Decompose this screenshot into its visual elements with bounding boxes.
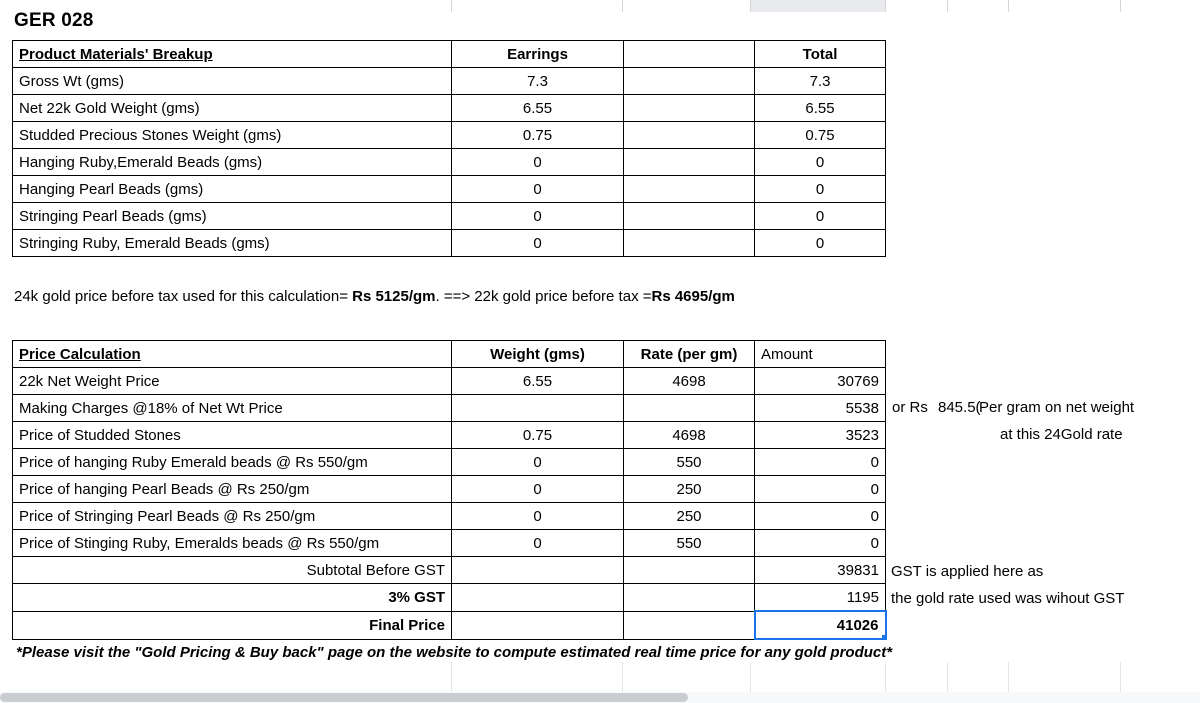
product-materials-table	[12, 40, 886, 257]
price-row-amount[interactable]: 0	[755, 530, 886, 557]
material-label[interactable]: Hanging Pearl Beads (gms)	[13, 176, 452, 203]
table-row	[13, 68, 886, 95]
material-total-value[interactable]: 7.3	[755, 68, 886, 95]
table-row	[13, 122, 886, 149]
per-gram-note: Per gram on net weight	[979, 399, 1135, 416]
column-separator	[622, 0, 623, 12]
price-row-weight[interactable]	[452, 395, 624, 422]
column-header-highlight	[750, 0, 885, 12]
table-row	[13, 149, 886, 176]
material-blank-value[interactable]	[624, 122, 755, 149]
material-total-value[interactable]: 0	[755, 149, 886, 176]
price-row-label[interactable]: Price of Studded Stones	[13, 422, 452, 449]
column-separator	[947, 0, 948, 12]
price-row-weight[interactable]: 0.75	[452, 422, 624, 449]
material-label[interactable]: Stringing Ruby, Emerald Beads (gms)	[13, 230, 452, 257]
gold-rate-note	[14, 288, 735, 305]
price-row-rate[interactable]: 250	[624, 476, 755, 503]
price-row-rate[interactable]: 4698	[624, 422, 755, 449]
gold-rate-24k: Rs 5125/gm	[352, 288, 436, 305]
material-label[interactable]: Gross Wt (gms)	[13, 68, 452, 95]
material-earrings-value[interactable]: 0	[452, 203, 624, 230]
material-total-value[interactable]: 0	[755, 176, 886, 203]
price-row-amount[interactable]: 5538	[755, 395, 886, 422]
column-separator	[1008, 0, 1009, 12]
subtotal-weight[interactable]	[452, 557, 624, 584]
gst-weight[interactable]	[452, 584, 624, 612]
material-total-value[interactable]: 6.55	[755, 95, 886, 122]
material-blank-value[interactable]	[624, 230, 755, 257]
material-blank-value[interactable]	[624, 68, 755, 95]
table-row	[13, 476, 886, 503]
subtotal-amount[interactable]: 39831	[755, 557, 886, 584]
table-row	[13, 422, 886, 449]
price-row-rate[interactable]: 550	[624, 449, 755, 476]
gst-rate[interactable]	[624, 584, 755, 612]
horizontal-scrollbar-track[interactable]	[0, 692, 1200, 703]
price-header-weight[interactable]: Weight (gms)	[452, 341, 624, 368]
price-row-weight[interactable]: 6.55	[452, 368, 624, 395]
table-header-row	[13, 341, 886, 368]
gst-amount[interactable]: 1195	[755, 584, 886, 612]
material-blank-value[interactable]	[624, 95, 755, 122]
table-row	[13, 95, 886, 122]
material-blank-value[interactable]	[624, 203, 755, 230]
subtotal-rate[interactable]	[624, 557, 755, 584]
final-price-label[interactable]: Final Price	[13, 611, 452, 639]
gst-row	[13, 584, 886, 612]
material-total-value[interactable]: 0.75	[755, 122, 886, 149]
price-header-label[interactable]: Price Calculation	[13, 341, 452, 368]
material-total-value[interactable]: 0	[755, 230, 886, 257]
table-row	[13, 395, 886, 422]
price-row-rate[interactable]: 550	[624, 530, 755, 557]
price-row-amount[interactable]: 0	[755, 503, 886, 530]
subtotal-label[interactable]: Subtotal Before GST	[13, 557, 452, 584]
price-row-rate[interactable]: 250	[624, 503, 755, 530]
materials-header-blank[interactable]	[624, 41, 755, 68]
price-row-rate[interactable]: 4698	[624, 368, 755, 395]
table-row	[13, 230, 886, 257]
material-blank-value[interactable]	[624, 149, 755, 176]
final-price-amount-selected-cell[interactable]: 41026	[755, 611, 886, 639]
price-row-label[interactable]: Price of hanging Pearl Beads @ Rs 250/gm	[13, 476, 452, 503]
material-label[interactable]: Hanging Ruby,Emerald Beads (gms)	[13, 149, 452, 176]
price-row-rate[interactable]	[624, 395, 755, 422]
price-row-amount[interactable]: 3523	[755, 422, 886, 449]
table-row	[13, 503, 886, 530]
gst-note-line-2: the gold rate used was wihout GST	[891, 590, 1125, 607]
horizontal-scrollbar-thumb[interactable]	[0, 693, 688, 702]
price-row-amount[interactable]: 0	[755, 449, 886, 476]
price-calculation-table	[12, 340, 887, 640]
price-header-rate[interactable]: Rate (per gm)	[624, 341, 755, 368]
price-row-label[interactable]: Price of Stringing Pearl Beads @ Rs 250/gm	[13, 503, 452, 530]
price-row-weight[interactable]: 0	[452, 530, 624, 557]
price-header-amount[interactable]: Amount	[755, 341, 886, 368]
making-charge-per-gram-value: 845.5(	[938, 399, 981, 416]
table-row	[13, 176, 886, 203]
gold-rate-note-part2: . ==> 22k gold price before tax =	[435, 288, 652, 305]
table-row	[13, 449, 886, 476]
material-earrings-value[interactable]: 0.75	[452, 122, 624, 149]
page-title: GER 028	[14, 10, 94, 31]
price-row-amount[interactable]: 0	[755, 476, 886, 503]
footnote-text: *Please visit the "Gold Pricing & Buy back" page on the website to compute estimated real time price for any gold product*	[16, 644, 893, 661]
price-row-label[interactable]: Making Charges @18% of Net Wt Price	[13, 395, 452, 422]
gst-note-line-1: GST is applied here as	[891, 563, 1044, 580]
price-row-label[interactable]: Price of Stinging Ruby, Emeralds beads @ Rs 550/gm	[13, 530, 452, 557]
material-label[interactable]: Studded Precious Stones Weight (gms)	[13, 122, 452, 149]
table-header-row	[13, 41, 886, 68]
material-total-value[interactable]: 0	[755, 203, 886, 230]
material-earrings-value[interactable]: 7.3	[452, 68, 624, 95]
final-price-weight[interactable]	[452, 611, 624, 639]
material-blank-value[interactable]	[624, 176, 755, 203]
final-price-row	[13, 611, 886, 639]
material-label[interactable]: Net 22k Gold Weight (gms)	[13, 95, 452, 122]
materials-header-total[interactable]: Total	[755, 41, 886, 68]
column-separator	[750, 0, 751, 12]
subtotal-row	[13, 557, 886, 584]
material-earrings-value[interactable]: 6.55	[452, 95, 624, 122]
gst-label[interactable]: 3% GST	[13, 584, 452, 612]
price-row-weight[interactable]: 0	[452, 449, 624, 476]
price-row-weight[interactable]: 0	[452, 503, 624, 530]
gold-rate-note-part1: 24k gold price before tax used for this calculation=	[14, 288, 353, 305]
at-gold-rate-note: at this 24Gold rate	[1000, 426, 1123, 443]
material-earrings-value[interactable]: 0	[452, 149, 624, 176]
column-separator	[451, 0, 452, 12]
table-row	[13, 203, 886, 230]
column-separator	[885, 0, 886, 12]
material-label[interactable]: Stringing Pearl Beads (gms)	[13, 203, 452, 230]
table-row	[13, 530, 886, 557]
materials-header-earrings[interactable]: Earrings	[452, 41, 624, 68]
column-separator	[1120, 0, 1121, 12]
price-row-label[interactable]: Price of hanging Ruby Emerald beads @ Rs 550/gm	[13, 449, 452, 476]
final-price-rate[interactable]	[624, 611, 755, 639]
table-row	[13, 368, 886, 395]
material-earrings-value[interactable]: 0	[452, 230, 624, 257]
price-row-label[interactable]: 22k Net Weight Price	[13, 368, 452, 395]
material-earrings-value[interactable]: 0	[452, 176, 624, 203]
price-row-weight[interactable]: 0	[452, 476, 624, 503]
materials-header-label[interactable]: Product Materials' Breakup	[13, 41, 452, 68]
or-rs-label: or Rs	[892, 399, 928, 416]
gold-rate-22k: Rs 4695/gm	[651, 288, 735, 305]
price-row-amount[interactable]: 30769	[755, 368, 886, 395]
